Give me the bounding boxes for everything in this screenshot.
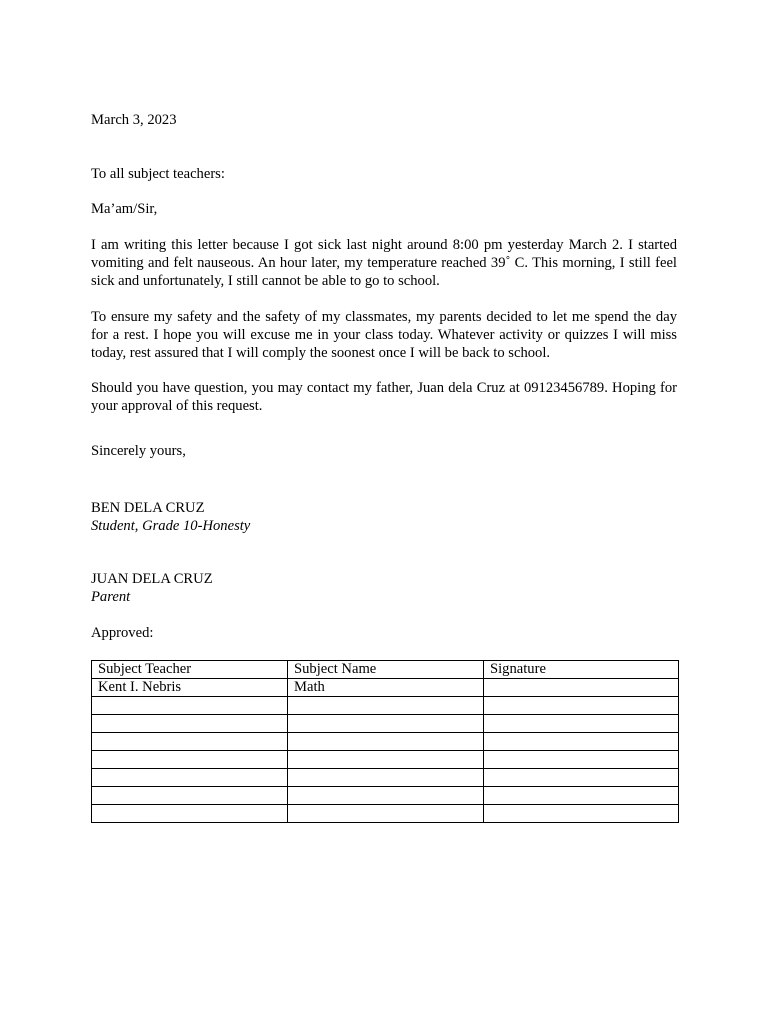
letter-salutation: Ma’am/Sir, [91,201,158,217]
table-row [92,769,679,787]
approved-label: Approved: [91,625,154,641]
table-row [92,697,679,715]
parent-name: JUAN DELA CRUZ [91,571,213,587]
letter-closing: Sincerely yours, [91,443,186,459]
cell-subject-teacher [92,715,288,733]
table-row [92,751,679,769]
header-subject-name: Subject Name [288,661,484,679]
cell-subject-teacher [92,733,288,751]
table-row [92,805,679,823]
table-header-row [92,661,679,679]
header-subject-teacher: Subject Teacher [92,661,288,679]
table-row [92,787,679,805]
approval-table [91,660,679,823]
cell-subject-teacher [92,751,288,769]
cell-subject-name [288,733,484,751]
cell-subject-teacher [92,805,288,823]
cell-signature [484,715,679,733]
letter-date: March 3, 2023 [91,112,177,128]
cell-subject-teacher [92,769,288,787]
cell-subject-name [288,697,484,715]
cell-signature [484,733,679,751]
cell-subject-name [288,787,484,805]
cell-signature [484,805,679,823]
cell-signature [484,787,679,805]
letter-paragraph: I am writing this letter because I got sick last night around 8:00 pm yesterday March 2. I started vomiting and felt nauseous. An hour later, my temperature reached 39˚ C. This morning, I still feel sick and unfortunately, I still cannot be able to go to school. [91,237,677,289]
cell-signature [484,751,679,769]
cell-subject-name [288,805,484,823]
cell-signature [484,697,679,715]
letter-paragraph: To ensure my safety and the safety of my classmates, my parents decided to let me spend the day for a rest. I hope you will excuse me in your class today. Whatever activity or quizzes I will miss today, rest assured that I will comply the soonest once I will be back to school. [91,309,677,361]
cell-subject-name [288,751,484,769]
cell-signature [484,679,679,697]
cell-subject-teacher: Kent I. Nebris [92,679,288,697]
cell-subject-name [288,715,484,733]
letter-recipient: To all subject teachers: [91,166,225,182]
letter-paragraph: Should you have question, you may contact my father, Juan dela Cruz at 09123456789. Hoping for your approval of this request. [91,380,677,414]
parent-role: Parent [91,589,131,605]
table-row [92,733,679,751]
cell-subject-name [288,769,484,787]
student-role: Student, Grade 10-Honesty [91,518,251,534]
table-row [92,679,679,697]
cell-subject-teacher [92,697,288,715]
student-name: BEN DELA CRUZ [91,500,205,516]
table-row [92,715,679,733]
cell-subject-name: Math [288,679,484,697]
cell-signature [484,769,679,787]
header-signature: Signature [484,661,679,679]
cell-subject-teacher [92,787,288,805]
